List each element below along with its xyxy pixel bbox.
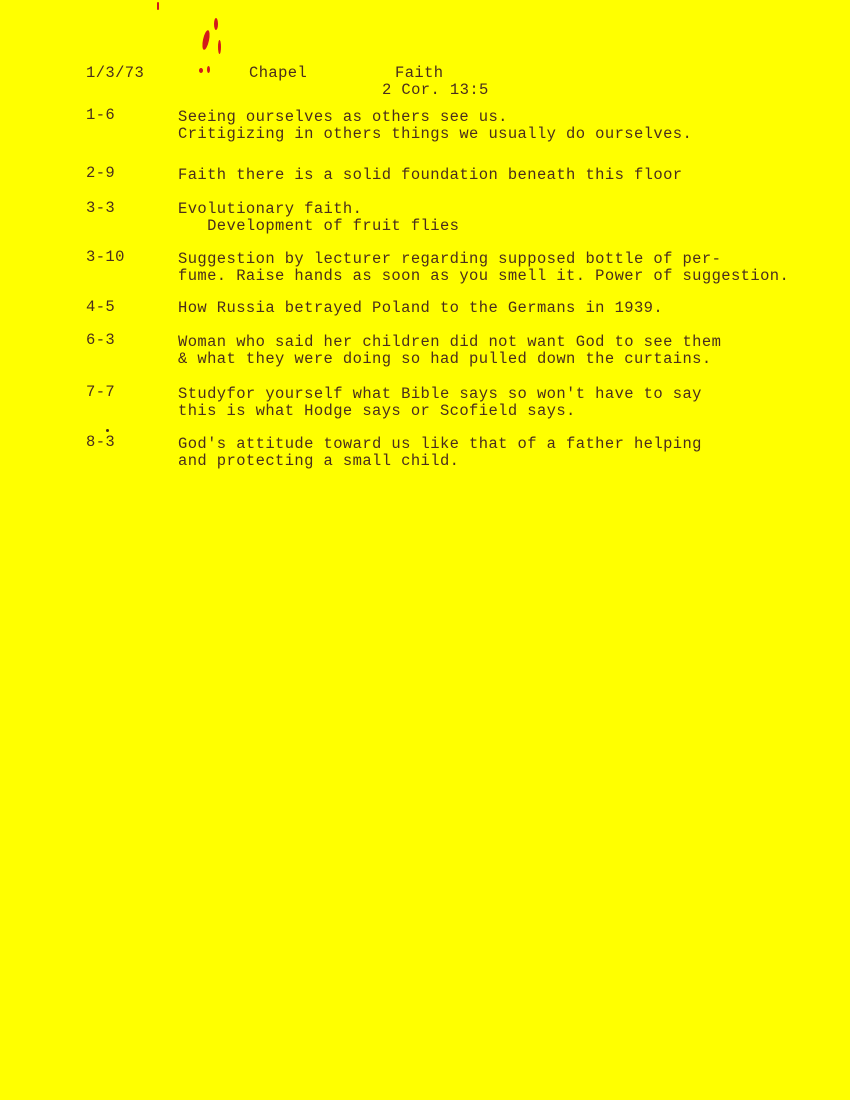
header-topic: Faith — [395, 64, 444, 82]
entry-line: Studyfor yourself what Bible says so won't have to say — [178, 385, 702, 403]
entry-ref: 6-3 — [86, 331, 116, 349]
header-reference: 2 Cor. 13:5 — [382, 81, 489, 99]
ink-dot — [106, 429, 109, 432]
header-venue: Chapel — [249, 64, 308, 82]
entry-line: fume. Raise hands as soon as you smell it. Power of suggestion. — [178, 267, 790, 285]
entry-line: this is what Hodge says or Scofield says. — [178, 402, 576, 420]
red-ink-mark — [218, 40, 221, 54]
entry-ref: 4-5 — [86, 298, 116, 316]
entry-ref: 3-3 — [86, 199, 116, 217]
entry-line: How Russia betrayed Poland to the Germans in 1939. — [178, 299, 664, 317]
red-ink-mark — [157, 2, 159, 10]
entry-line: Development of fruit flies — [178, 217, 460, 235]
entry-ref: 8-3 — [86, 433, 116, 451]
entry-line: Evolutionary faith. — [178, 200, 363, 218]
entry-ref: 3-10 — [86, 248, 125, 266]
entry-line: and protecting a small child. — [178, 452, 460, 470]
red-ink-mark — [199, 68, 203, 73]
red-ink-mark — [214, 18, 218, 30]
entry-ref: 1-6 — [86, 106, 116, 124]
entry-line: God's attitude toward us like that of a father helping — [178, 435, 702, 453]
entry-line: Critigizing in others things we usually do ourselves. — [178, 125, 693, 143]
entry-ref: 7-7 — [86, 383, 116, 401]
entry-line: Woman who said her children did not want God to see them — [178, 333, 722, 351]
entry-ref: 2-9 — [86, 164, 116, 182]
entry-line: Seeing ourselves as others see us. — [178, 108, 508, 126]
entry-line: & what they were doing so had pulled down the curtains. — [178, 350, 712, 368]
entry-line: Faith there is a solid foundation beneath this floor — [178, 166, 683, 184]
red-ink-mark — [207, 66, 210, 73]
entry-line: Suggestion by lecturer regarding supposed bottle of per- — [178, 250, 722, 268]
red-ink-mark — [201, 30, 211, 51]
header-date: 1/3/73 — [86, 64, 145, 82]
